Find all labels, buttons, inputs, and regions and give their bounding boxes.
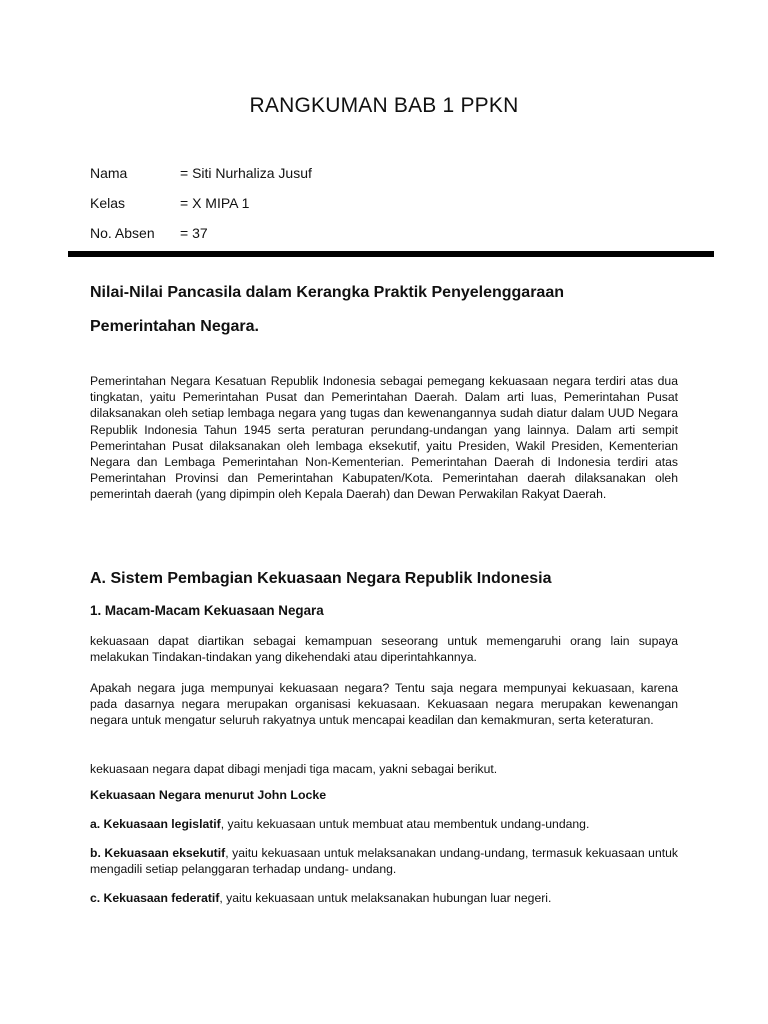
- document-title: RANGKUMAN BAB 1 PPKN: [249, 94, 519, 117]
- identity-row-name: [90, 158, 490, 188]
- identity-label: Kelas: [90, 195, 126, 211]
- main-heading-line: Nilai-Nilai Pancasila dalam Kerangka Praktik Penyelenggaraan: [90, 284, 564, 301]
- student-identity: [90, 158, 490, 248]
- list-item: [90, 845, 678, 877]
- locke-heading: Kekuasaan Negara menurut John Locke: [90, 788, 327, 802]
- identity-row-number: [90, 218, 490, 248]
- paragraph: kekuasaan negara dapat dibagi menjadi tiga macam, yakni sebagai berikut.: [90, 762, 498, 776]
- horizontal-divider: [68, 251, 714, 257]
- identity-label: No. Absen: [90, 225, 155, 241]
- identity-label: Nama: [90, 165, 128, 181]
- item-term: a. Kekuasaan legislatif: [90, 817, 221, 831]
- item-desc: , yaitu kekuasaan untuk membuat atau membentuk undang-undang.: [220, 817, 590, 831]
- paragraph: Apakah negara juga mempunyai kekuasaan negara? Tentu saja negara mempunyai kekuasaan, karena pada dasarnya negara merupakan organisasi kekuasaan. Kekuasaan negara merupakan kewenangan negara untuk mengatur seluruh rakyatnya untuk mencapai keadilan dan kemakmuran, serta keteraturan.: [90, 681, 678, 728]
- intro-paragraph: Pemerintahan Negara Kesatuan Republik Indonesia sebagai pemegang kekuasaan negara terdiri atas dua tingkatan, yaitu Pemerintahan Pusat dan Pemerintahan Daerah. Dalam arti luas, Pemerintahan Pusat dilaksanakan oleh setiap lembaga negara yang tugas dan kewenangannya sudah diatur dalam UUD Negara Republik Indonesia Tahun 1945 serta peraturan perundang-undangan yang lainnya. Dalam arti sempit Pemerintahan Pusat dilaksanakan oleh lembaga eksekutif, yaitu Presiden, Wakil Presiden, Kementerian Negara dan Lembaga Pemerintahan Non-Kementerian. Pemerintahan Daerah di Indonesia terdiri atas Pemerintahan Provinsi dan Pemerintahan Kabupaten/Kota. Pemerintahan daerah dilaksanakan oleh pemerintah daerah (yang dipimpin oleh Kepala Daerah) dan Dewan Perwakilan Rakyat Daerah.: [90, 374, 678, 502]
- item-term: b. Kekuasaan eksekutif: [90, 846, 226, 860]
- item-term: c. Kekuasaan federatif: [90, 891, 220, 905]
- section-a-heading: A. Sistem Pembagian Kekuasaan Negara Republik Indonesia: [90, 570, 552, 587]
- identity-value: = 37: [180, 225, 208, 241]
- item-desc: , yaitu kekuasaan untuk melaksanakan undang-undang, termasuk kekuasaan untuk mengadili setiap pelanggaran terhadap undang- undang.: [90, 846, 678, 877]
- item-desc: , yaitu kekuasaan untuk melaksanakan hubungan luar negeri.: [219, 891, 552, 905]
- identity-value: = X MIPA 1: [180, 195, 250, 211]
- list-item: [90, 816, 678, 832]
- main-heading-line: Pemerintahan Negara.: [90, 318, 259, 335]
- main-heading: [90, 276, 690, 344]
- sub-heading: 1. Macam-Macam Kekuasaan Negara: [90, 603, 324, 618]
- identity-row-class: [90, 188, 490, 218]
- list-item: [90, 890, 678, 906]
- identity-value: = Siti Nurhaliza Jusuf: [180, 165, 312, 181]
- paragraph: kekuasaan dapat diartikan sebagai kemampuan seseorang untuk memengaruhi orang lain supaya melakukan Tindakan-tindakan yang dikehendaki atau diperintahkannya.: [90, 634, 678, 665]
